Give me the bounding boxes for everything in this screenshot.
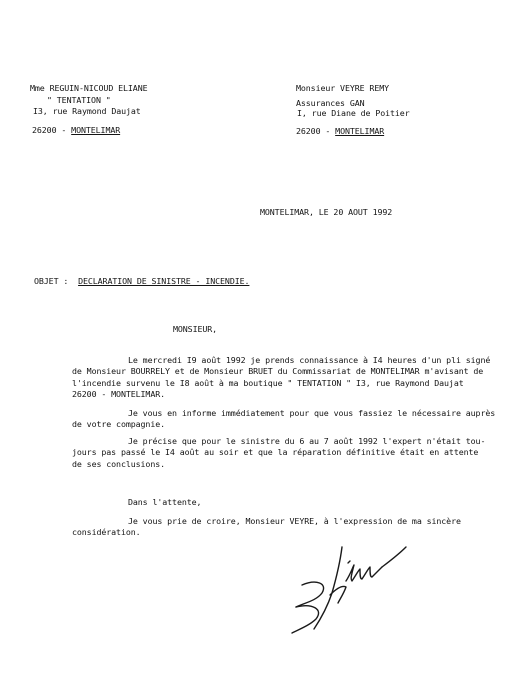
recipient-street: I, rue Diane de Poitier	[297, 108, 410, 118]
sender-name: Mme REGUIN-NICOUD ELIANE	[30, 83, 148, 93]
date-line: MONTELIMAR, LE 20 AOUT 1992	[260, 207, 393, 217]
paragraph-line: l'incendie survenu le I8 août à ma boutique " TENTATION " I3, rue Raymond Daujat	[72, 377, 464, 388]
recipient-postal-code: 26200 -	[296, 126, 336, 136]
recipient-company: Assurances GAN	[296, 98, 365, 108]
paragraph-line: Je vous prie de croire, Monsieur VEYRE, à l'expression de ma sincère	[128, 516, 461, 526]
salutation: MONSIEUR,	[173, 324, 218, 334]
closing-phrase: Dans l'attente,	[128, 497, 202, 507]
recipient-name: Monsieur VEYRE REMY	[296, 83, 390, 93]
paragraph-line: jours pas passé le I4 août au soir et que la réparation définitive était en attente	[72, 447, 479, 458]
paragraph-line: Je vous en informe immédiatement pour que vous fassiez le nécessaire auprès	[128, 408, 496, 418]
signature-image	[282, 545, 422, 635]
subject-line	[34, 276, 249, 286]
subject-label: OBJET :	[34, 276, 69, 286]
sender-postal-code: 26200 -	[32, 125, 72, 135]
sender-city: MONTELIMAR	[71, 125, 121, 135]
paragraph-line: de Monsieur BOURRELY et de Monsieur BRUET du Commissariat de MONTELIMAR m'avisant de	[72, 366, 484, 377]
paragraph-1	[72, 355, 490, 401]
paragraph-5	[72, 516, 461, 539]
paragraph-line: Le mercredi I9 août 1992 je prends connaissance à I4 heures d'un pli signé	[128, 355, 491, 365]
paragraph-line: de votre compagnie.	[72, 419, 166, 430]
sender-shop: " TENTATION "	[47, 95, 111, 105]
recipient-city-line	[296, 126, 384, 136]
paragraph-line: Je précise que pour le sinistre du 6 au 7 août 1992 l'expert n'était tou-	[128, 436, 486, 446]
paragraph-line: de ses conclusions.	[72, 458, 166, 469]
paragraph-line: 26200 - MONTELIMAR.	[72, 389, 166, 400]
paragraph-line: considération.	[72, 527, 141, 538]
paragraph-3	[72, 436, 485, 470]
paragraph-2	[72, 408, 495, 431]
subject-text: DECLARATION DE SINISTRE - INCENDIE.	[78, 276, 250, 286]
recipient-city: MONTELIMAR	[335, 126, 385, 136]
sender-city-line	[32, 125, 120, 135]
sender-street: I3, rue Raymond Daujat	[33, 106, 141, 116]
